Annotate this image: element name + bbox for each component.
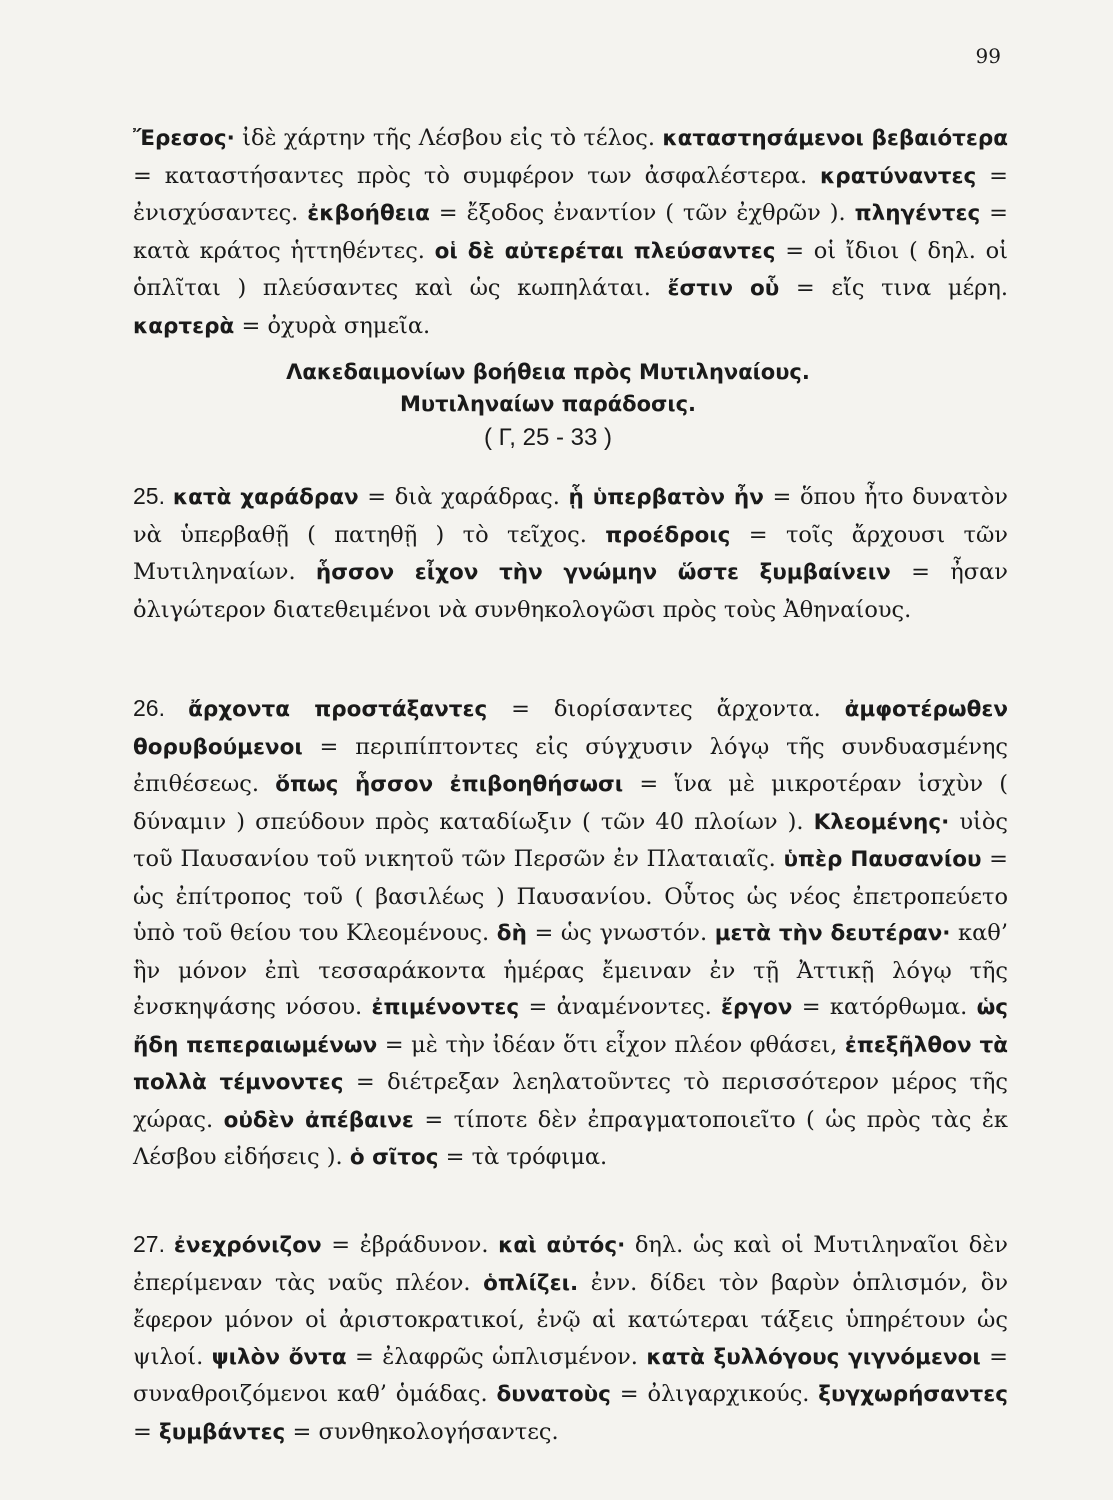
paragraph-number: 25.: [133, 483, 173, 509]
gloss-text: = ἐλαφρῶς ὡπλισμένον.: [346, 1343, 647, 1370]
gloss-text: καθ’ ἣν μόνον ἐπὶ τεσσαράκοντα ἡμέρας ἔμειναν ἐν τῇ Ἀττικῇ λόγῳ τῆς ἐνσκηψάσης νόσου.: [133, 920, 1009, 1020]
gloss-text: = καταστήσαντες πρὸς τὸ συμφέρον των ἀσφαλέστερα.: [133, 162, 821, 189]
gloss-text: υἱὸς τοῦ Παυσανίου τοῦ νικητοῦ τῶν Περσῶν ἐν Πλαταιαῖς.: [133, 808, 1008, 872]
gloss-text: = ἐβράδυνον.: [321, 1232, 499, 1258]
gloss-text: = ὡς γνωστόν.: [526, 920, 715, 946]
gloss-text: = ἐνισχύσαντες.: [133, 162, 1008, 226]
lemma-term: ἐπεξῆλθον τὰ πολλὰ τέμνοντες: [133, 1032, 1008, 1095]
gloss-text: = διέτρεξαν λεηλατοῦντες τὸ περισσότερον μέρος τῆς χώρας.: [133, 1069, 1009, 1133]
gloss-text: ἰδὲ χάρτην τῆς Λέσβου εἰς τὸ τέλος.: [234, 125, 663, 151]
gloss-text: = οἱ ἴδιοι ( δηλ. οἱ ὁπλῖται ) πλεύσαντες καὶ ὡς κωπηλάται.: [133, 237, 1008, 301]
lemma-term: ἔστιν οὗ: [667, 276, 780, 301]
lemma-term: ᾗ ὑπερβατὸν ἦν: [568, 485, 764, 510]
section-reference: ( Γ, 25 - 33 ): [484, 424, 612, 451]
lemma-term: ξυγχωρήσαντες: [818, 1382, 1008, 1407]
lemma-term: κατὰ ξυλλόγους γιγνόμενοι: [646, 1344, 981, 1370]
lemma-term: καταστησάμενοι βεβαιότερα: [662, 126, 1008, 151]
lemma-term: ψιλὸν ὄντα: [211, 1344, 347, 1370]
lemma-term: ἧσσον εἶχον τὴν γνώμην ὥστε ξυμβαίνειν: [315, 560, 891, 585]
gloss-text: = ὀλιγαρχικούς.: [610, 1381, 819, 1407]
paragraph-number: 26.: [133, 695, 189, 721]
lemma-term: οἱ δὲ αὐτερέται πλεύσαντες: [434, 238, 776, 264]
gloss-text: = κατόρθωμα.: [792, 994, 977, 1020]
gloss-text: = κατὰ κράτος ἡττηθέντες.: [133, 200, 1008, 264]
lemma-term: κατὰ χαράδραν: [172, 485, 359, 510]
gloss-text: = εἴς τινα μέρη.: [779, 275, 1009, 301]
gloss-text: δηλ. ὡς καὶ οἱ Μυτιληναῖοι δὲν ἐπερίμεναν τὰς ναῦς πλέον.: [133, 1232, 1008, 1296]
gloss-text: = περιπίπτοντες εἰς σύγχυσιν λόγῳ τῆς συνδυασμένης ἐπιθέσεως.: [133, 733, 1008, 797]
page-number: 99: [975, 44, 1001, 68]
lemma-term: ὅπως ἧσσον ἐπιβοηθήσωσι: [275, 772, 624, 797]
lemma-term: Κλεομένης·: [813, 809, 950, 835]
gloss-text: = τίποτε δὲν ἐπραγματοποιεῖτο ( ὡς πρὸς τὰς ἐκ Λέσβου εἰδήσεις ).: [133, 1106, 1008, 1170]
lemma-term: ἀμφοτέρωθεν θορυβούμενοι: [133, 697, 1008, 760]
lemma-term: πληγέντες: [854, 201, 981, 226]
lemma-term: μετὰ τὴν δευτέραν·: [714, 921, 951, 946]
gloss-text: = μὲ τὴν ἰδέαν ὅτι εἶχον πλέον φθάσει,: [377, 1031, 845, 1058]
paragraph-number: 27.: [133, 1231, 174, 1257]
lemma-term: οὐδὲν ἀπέβαινε: [223, 1107, 414, 1133]
gloss-text: = ἵνα μὲ μικροτέραν ἰσχὺν ( δύναμιν ) σπεύδουν πρὸς καταδίωξιν ( τῶν 40 πλοίων ).: [133, 771, 1009, 835]
lemma-term: προέδροις: [605, 522, 731, 548]
lemma-term: ἔργον: [721, 995, 793, 1020]
gloss-text: = ἔξοδος ἐναντίον ( τῶν ἐχθρῶν ).: [429, 200, 855, 226]
lemma-term: κρατύναντες: [820, 163, 977, 189]
lemma-term: Ἔρεσος·: [133, 126, 235, 151]
gloss-text: = ὡς ἐπίτροπος τοῦ ( βασιλέως ) Παυσανίου. Οὗτος ὡς νέος ἐπετροπεύετο ὑπὸ τοῦ θείου του Κλεομένους.: [133, 846, 1008, 946]
gloss-text: = ὀχυρὰ σημεῖα.: [234, 312, 431, 339]
lemma-term: ξυμβάντες: [159, 1419, 286, 1445]
gloss-text: = διὰ χαράδρας.: [358, 484, 569, 510]
gloss-text: = διορίσαντες ἄρχοντα.: [487, 696, 845, 722]
lemma-term: ὁπλίζει.: [483, 1270, 579, 1296]
lemma-term: καὶ αὐτός·: [498, 1233, 626, 1258]
gloss-text: = ἦσαν ὀλιγώτερον διατεθειμένοι νὰ συνθηκολογῶσι πρὸς τοὺς Ἀθηναίους.: [133, 559, 1008, 623]
gloss-text: = ἀναμένοντες.: [519, 994, 722, 1020]
section-heading-line1: Λακεδαιμονίων βοήθεια πρὸς Μυτιληναίους.: [286, 360, 810, 384]
lemma-term: καρτερὰ: [133, 313, 235, 339]
lemma-term: ἄρχοντα προστάξαντες: [188, 697, 488, 722]
gloss-text: = τὰ τρόφιμα.: [438, 1144, 608, 1170]
lemma-term: ὡς ἤδη πεπεραιωμένων: [133, 995, 1008, 1058]
gloss-text: = τοῖς ἄρχουσι τῶν Μυτιληναίων.: [133, 521, 1008, 585]
glossary-paragraph-intro: [133, 120, 1008, 345]
lemma-term: ὑπὲρ Παυσανίου: [783, 847, 982, 872]
lemma-term: ἐκβοήθεια: [307, 201, 430, 226]
lemma-term: δὴ: [496, 921, 527, 946]
gloss-text: = συνθηκολογήσαντες.: [285, 1418, 559, 1445]
lemma-term: ἐνεχρόνιζον: [173, 1233, 322, 1258]
lemma-term: δυνατοὺς: [496, 1382, 611, 1407]
glossary-paragraph-26: [133, 690, 1008, 1177]
lemma-term: ὁ σῖτος: [349, 1145, 439, 1170]
gloss-text: =: [133, 1418, 160, 1445]
gloss-text: = ὅπου ἦτο δυνατὸν νὰ ὑπερβαθῇ ( πατηθῇ ) τὸ τεῖχος.: [133, 484, 1008, 548]
gloss-text: ἐνν. δίδει τὸν βαρὺν ὁπλισμόν, ὃν ἔφερον μόνον οἱ ἀριστοκρατικοί, ἐνῷ αἱ κατώτεραι τάξεις ὑπηρέτουν ὡς ψιλοί.: [133, 1269, 1008, 1370]
gloss-text: = συναθροιζόμενοι καθ’ ὁμάδας.: [133, 1343, 1008, 1407]
section-heading-line2: Μυτιληναίων παράδοσις.: [400, 392, 696, 416]
glossary-paragraph-25: [133, 478, 1008, 628]
glossary-paragraph-27: [133, 1226, 1008, 1451]
lemma-term: ἐπιμένοντες: [371, 995, 520, 1020]
